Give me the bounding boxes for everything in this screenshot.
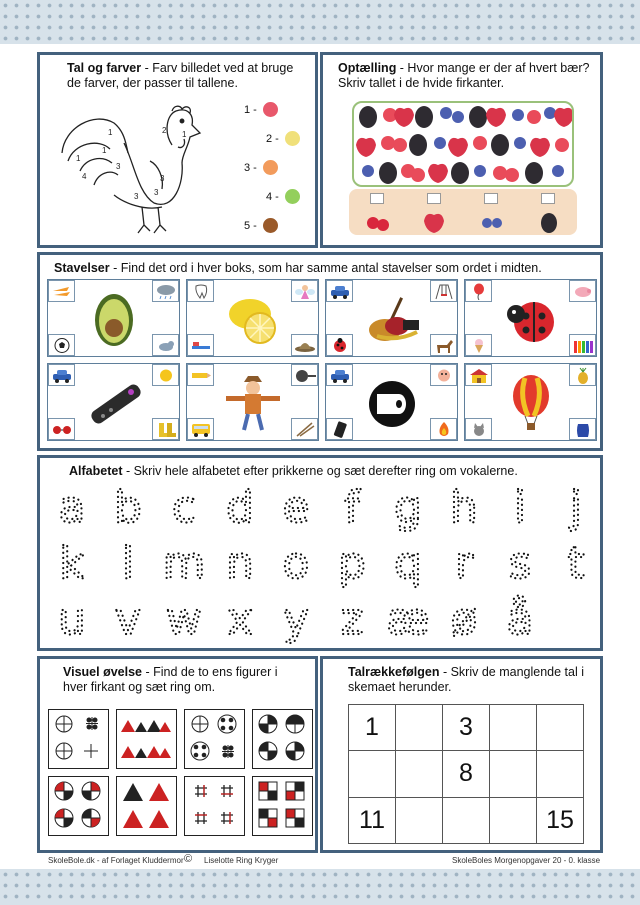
syllable-box-toilet-paper	[325, 363, 458, 441]
tracing-letter[interactable]: k	[59, 538, 85, 589]
answer-box-blackberries[interactable]	[541, 193, 555, 204]
tracing-letter[interactable]: v	[114, 594, 142, 645]
house-icon[interactable]	[465, 364, 492, 386]
colors-instruction: Tal og farver - Farv billedet ved at bruge de farver, der passer til tallene.	[67, 61, 294, 90]
grid-cell[interactable]: 3	[443, 705, 490, 751]
syllable-box-scarecrow	[186, 363, 319, 441]
grid-cell[interactable]	[490, 705, 537, 751]
tracing-letter[interactable]: p	[338, 538, 366, 589]
crayons-icon[interactable]	[569, 334, 596, 356]
svg-text:1: 1	[182, 130, 187, 139]
color-key-5: 5 -	[244, 218, 278, 233]
answer-box-raspberries[interactable]	[427, 193, 441, 204]
cat-icon[interactable]	[465, 418, 492, 440]
visual-box-8[interactable]	[252, 776, 313, 836]
count-instruction: Optælling - Hvor mange er der af hvert bær? Skriv tallet i de hvide firkanter.	[338, 61, 590, 90]
balloon-icon[interactable]	[465, 280, 492, 302]
orange-dot-icon	[263, 160, 278, 175]
syllable-box-hot-air-balloon	[464, 363, 597, 441]
visual-box-1[interactable]	[48, 709, 109, 769]
instruments-icon[interactable]	[359, 290, 425, 348]
horse-icon[interactable]	[430, 334, 457, 356]
red-dot-icon	[263, 102, 278, 117]
fire-icon[interactable]	[430, 418, 457, 440]
hat-icon[interactable]	[291, 334, 318, 356]
tracing-letter[interactable]: x	[226, 594, 254, 645]
tracing-letter[interactable]: g	[394, 482, 422, 533]
decorative-bottom-band	[0, 869, 640, 905]
answer-box-cherries[interactable]	[370, 193, 384, 204]
bus-icon[interactable]	[187, 418, 214, 440]
grid-row	[349, 751, 584, 797]
svg-text:3: 3	[116, 162, 121, 171]
syllables-panel	[37, 252, 603, 451]
syllables-instruction: Stavelser - Find det ord i hver boks, som har samme antal stavelser som ordet i midten.	[54, 261, 542, 275]
color-key-4: 4 -	[266, 189, 300, 204]
avocado-icon[interactable]	[81, 290, 147, 348]
svg-text:4: 4	[82, 172, 87, 181]
football-icon[interactable]	[48, 334, 75, 356]
tracing-letter[interactable]: l	[121, 538, 135, 589]
needles-icon[interactable]	[291, 418, 318, 440]
grid-cell[interactable]: 1	[349, 705, 396, 751]
toilet-paper-icon[interactable]	[359, 374, 425, 432]
grid-cell[interactable]	[349, 751, 396, 797]
grid-cell[interactable]	[396, 797, 443, 843]
alphabet-panel	[37, 455, 603, 651]
grid-row	[349, 797, 584, 843]
answer-strip	[349, 189, 577, 235]
toothbrush-icon[interactable]	[187, 334, 214, 356]
syllable-box-remote	[47, 363, 180, 441]
svg-text:1: 1	[76, 154, 81, 163]
count-panel	[320, 52, 603, 248]
copyright-icon: ©	[184, 853, 193, 865]
tracing-letter[interactable]: c	[171, 482, 197, 533]
car-icon[interactable]	[326, 364, 353, 386]
frying-pan-icon[interactable]	[291, 364, 318, 386]
sun-icon[interactable]	[152, 364, 179, 386]
tracing-letter[interactable]: f	[344, 482, 360, 533]
syllable-box-instruments	[325, 279, 458, 357]
grid-cell[interactable]	[537, 751, 584, 797]
tracing-letter[interactable]: e	[282, 482, 310, 533]
tooth-icon[interactable]	[187, 280, 214, 302]
syllable-box-ladybug	[464, 279, 597, 357]
tracing-letter[interactable]: o	[282, 538, 310, 589]
tracing-letter[interactable]: j	[569, 482, 583, 533]
footer-series: SkoleBoles Morgenopgaver 20 - 0. klasse	[452, 856, 601, 865]
raspberry-icon	[424, 214, 444, 233]
visual-box-2[interactable]	[116, 709, 177, 769]
yellow-dot-icon	[285, 131, 300, 146]
syllable-box-avocado	[47, 279, 180, 357]
grid-row	[349, 705, 584, 751]
colors-panel	[37, 52, 318, 248]
grid-cell[interactable]	[490, 751, 537, 797]
visual-box-6[interactable]	[116, 776, 177, 836]
visual-box-5[interactable]	[48, 776, 109, 836]
blueberries-icon	[482, 218, 502, 228]
tracing-letter[interactable]: i	[513, 482, 527, 533]
svg-text:1: 1	[102, 146, 107, 155]
pineapple-icon[interactable]	[569, 364, 596, 386]
svg-text:3: 3	[154, 188, 159, 197]
visual-box-4[interactable]	[252, 709, 313, 769]
green-dot-icon	[285, 189, 300, 204]
tracing-letter[interactable]: å	[506, 594, 534, 645]
svg-text:1: 1	[108, 128, 113, 137]
decorative-top-band	[0, 0, 640, 44]
ladybug-small-icon[interactable]	[326, 334, 353, 356]
tracing-letter[interactable]: q	[394, 538, 422, 589]
tracing-letter[interactable]: b	[114, 482, 142, 533]
svg-text:3: 3	[160, 174, 165, 183]
dotted-alphabet[interactable]	[40, 480, 600, 650]
jug-icon[interactable]	[569, 418, 596, 440]
visual-box-3[interactable]	[184, 709, 245, 769]
tracing-letter[interactable]: h	[450, 482, 478, 533]
grid-cell[interactable]: 11	[349, 797, 396, 843]
tracing-letter[interactable]: r	[454, 538, 474, 589]
visual-instruction: Visuel øvelse - Find de to ens figurer i hver firkant og sæt ring om.	[63, 665, 278, 694]
fairy-icon[interactable]	[291, 280, 318, 302]
tracing-letter[interactable]: ø	[450, 594, 478, 645]
numbers-instruction: Talrækkefølgen - Skriv de manglende tal i skemaet herunder.	[348, 665, 584, 694]
color-key-3: 3 -	[244, 160, 278, 175]
car-icon[interactable]	[48, 364, 75, 386]
grid-cell[interactable]	[537, 705, 584, 751]
alphabet-instruction: Alfabetet - Skriv hele alfabetet efter prikkerne og sæt derefter ring om vokalerne.	[69, 464, 518, 478]
grid-cell[interactable]: 15	[537, 797, 584, 843]
answer-box-blueberries[interactable]	[484, 193, 498, 204]
tracing-letter[interactable]: m	[162, 538, 206, 589]
berry-collection-icon	[352, 101, 574, 187]
grid-cell[interactable]	[396, 751, 443, 797]
grid-cell[interactable]: 8	[443, 751, 490, 797]
carrots-icon[interactable]	[48, 280, 75, 302]
sunglasses-icon[interactable]	[48, 418, 75, 440]
grid-cell[interactable]	[490, 797, 537, 843]
color-key-2: 2 -	[266, 131, 300, 146]
hot-air-balloon-icon[interactable]	[498, 374, 564, 432]
phone-icon[interactable]	[326, 418, 353, 440]
cherries-icon	[367, 217, 389, 231]
tracing-letter[interactable]: æ	[386, 594, 430, 645]
tracing-letter[interactable]: s	[508, 538, 532, 589]
svg-text:3: 3	[134, 192, 139, 201]
bird-icon[interactable]	[152, 334, 179, 356]
grid-cell[interactable]	[443, 797, 490, 843]
color-key-1: 1 -	[244, 102, 278, 117]
visual-box-7[interactable]	[184, 776, 245, 836]
tracing-letter[interactable]: n	[226, 538, 254, 589]
boots-icon[interactable]	[152, 418, 179, 440]
number-grid	[348, 704, 584, 844]
blackberry-icon	[541, 213, 557, 233]
grid-cell[interactable]	[396, 705, 443, 751]
tracing-letter[interactable]: w	[166, 594, 202, 645]
numbers-panel	[320, 656, 603, 853]
rain-cloud-icon[interactable]	[152, 280, 179, 302]
brown-dot-icon	[263, 218, 278, 233]
remote-control-icon[interactable]	[81, 374, 147, 432]
footer-author: Liselotte Ring Kryger	[204, 856, 279, 865]
pencil-icon[interactable]	[187, 364, 214, 386]
tracing-letter[interactable]: u	[58, 594, 86, 645]
tracing-letter[interactable]: y	[282, 594, 310, 645]
mask-icon[interactable]	[430, 364, 457, 386]
car-icon[interactable]	[326, 280, 353, 302]
scarecrow-icon[interactable]	[220, 374, 286, 432]
footer-publisher: SkoleBole.dk - af Forlaget Kluddermor	[48, 856, 184, 865]
lemon-icon[interactable]	[220, 290, 286, 348]
ladybug-icon[interactable]	[498, 290, 564, 348]
svg-text:2: 2	[162, 126, 167, 135]
swing-icon[interactable]	[430, 280, 457, 302]
tracing-letter[interactable]: z	[340, 594, 364, 645]
ice-cream-icon[interactable]	[465, 334, 492, 356]
tracing-letter[interactable]: d	[226, 482, 254, 533]
visual-panel	[37, 656, 318, 853]
tracing-letter[interactable]: a	[58, 482, 86, 533]
rooster-coloring-icon[interactable]	[54, 103, 204, 241]
pig-icon[interactable]	[569, 280, 596, 302]
tracing-letter[interactable]: t	[567, 538, 585, 589]
syllable-box-lemon	[186, 279, 319, 357]
